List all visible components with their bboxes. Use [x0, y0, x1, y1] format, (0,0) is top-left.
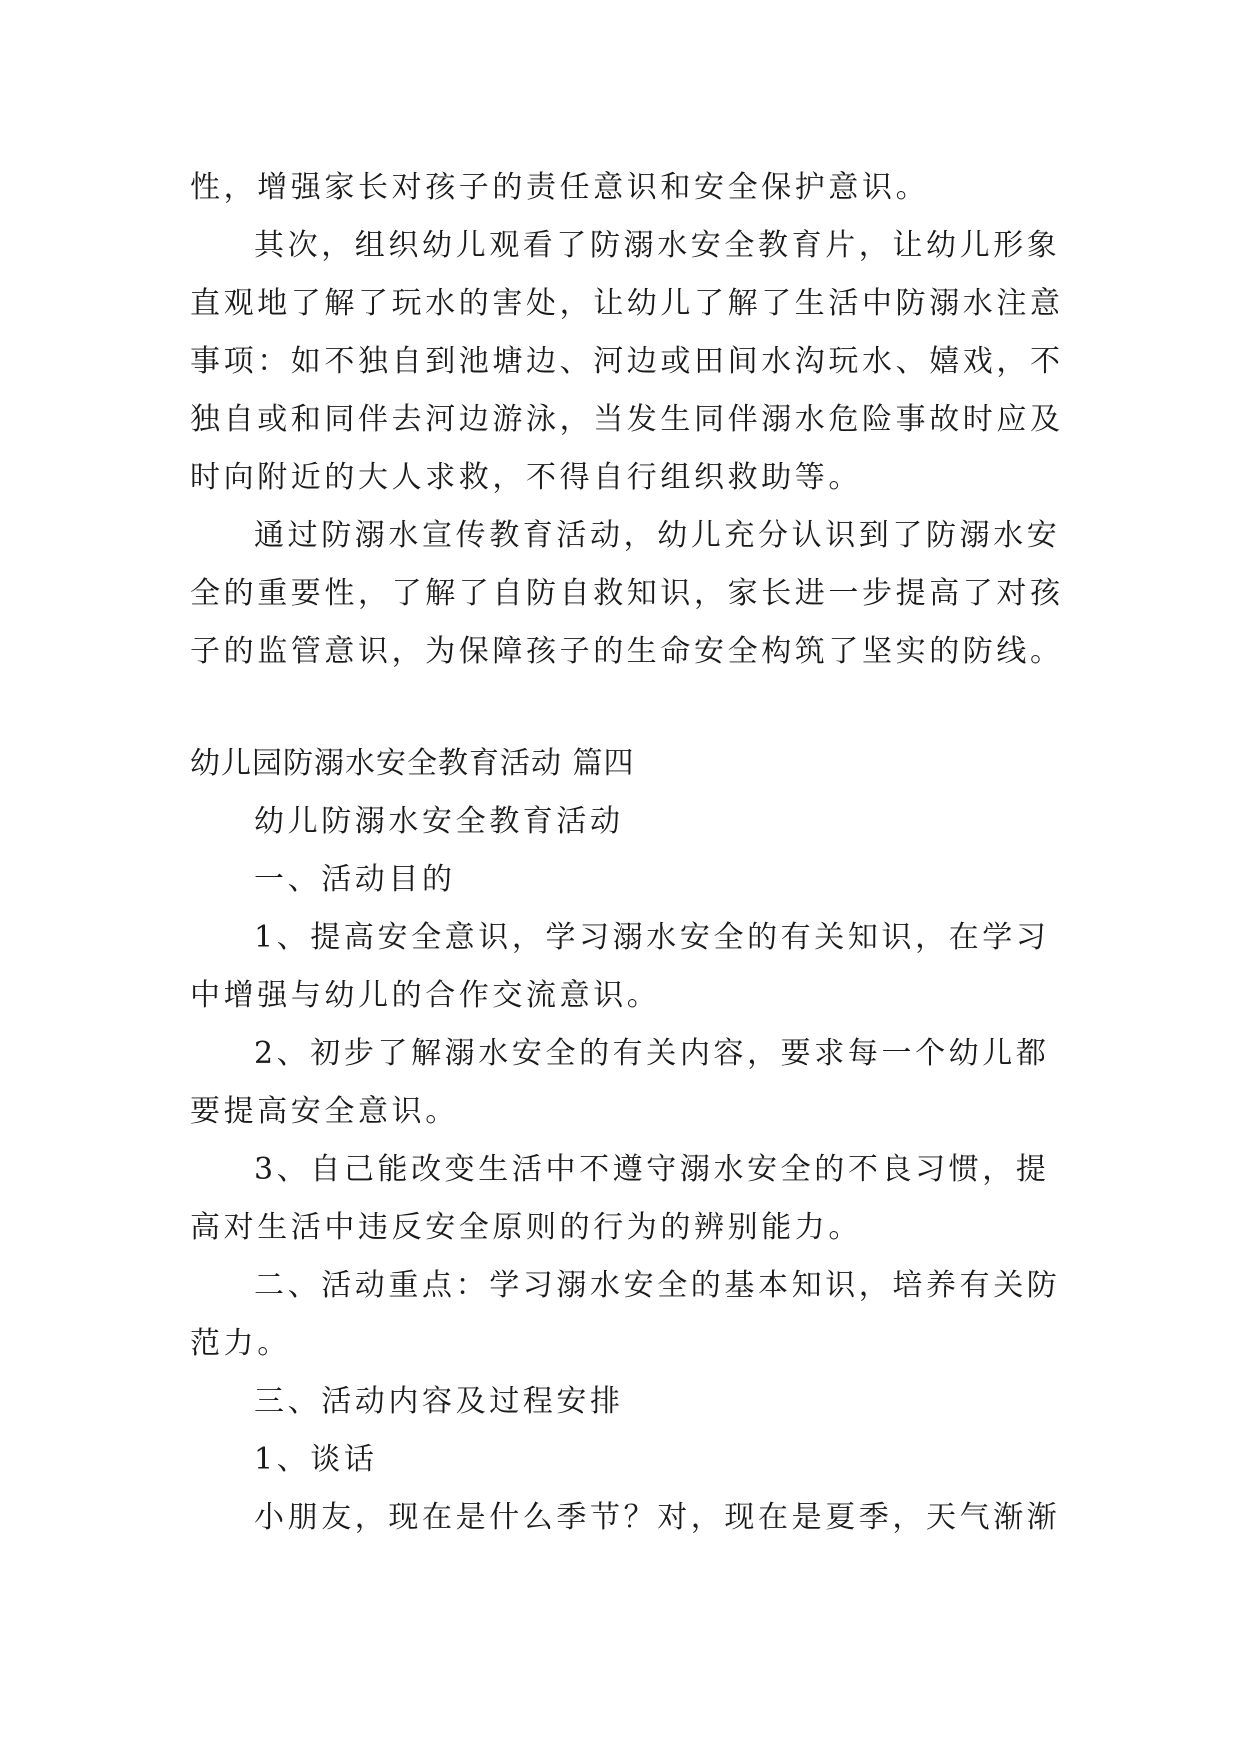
paragraph-line: 时向附近的大人求救，不得自行组织救助等。 — [190, 460, 862, 495]
paragraph-line: 小朋友，现在是什么季节？对，现在是夏季，天气渐渐 — [254, 1500, 1061, 1535]
list-item-line: 1、谈话 — [254, 1442, 378, 1477]
list-item-line: 3、自己能改变生活中不遵守溺水安全的不良习惯，提 — [254, 1152, 1050, 1187]
paragraph-line: 全的重要性，了解了自防自救知识，家长进一步提高了对孩 — [190, 576, 1064, 611]
paragraph-line: 其次，组织幼儿观看了防溺水安全教育片，让幼儿形象 — [254, 228, 1061, 263]
paragraph-line: 事项：如不独自到池塘边、河边或田间水沟玩水、嬉戏，不 — [190, 344, 1064, 379]
paragraph-line: 范力。 — [190, 1326, 291, 1361]
section-subheading: 二、活动重点：学习溺水安全的基本知识，培养有关防 — [254, 1268, 1061, 1303]
paragraph-line: 直观地了解了玩水的害处，让幼儿了解了生活中防溺水注意 — [190, 286, 1064, 321]
paragraph-line: 子的监管意识，为保障孩子的生命安全构筑了坚实的防线。 — [190, 634, 1064, 669]
paragraph-line: 独自或和同伴去河边游泳，当发生同伴溺水危险事故时应及 — [190, 402, 1064, 437]
paragraph-line: 通过防溺水宣传教育活动，幼儿充分认识到了防溺水安 — [254, 518, 1061, 553]
paragraph-line: 性，增强家长对孩子的责任意识和安全保护意识。 — [190, 170, 930, 205]
list-item-line: 2、初步了解溺水安全的有关内容，要求每一个幼儿都 — [254, 1036, 1050, 1071]
section-subheading: 三、活动内容及过程安排 — [254, 1384, 624, 1419]
section-subheading: 一、活动目的 — [254, 862, 456, 897]
section-heading: 幼儿园防溺水安全教育活动 篇四 — [190, 746, 635, 781]
list-item-line: 要提高安全意识。 — [190, 1094, 459, 1129]
list-item-line: 中增强与幼儿的合作交流意识。 — [190, 978, 661, 1013]
list-item-line: 1、提高安全意识，学习溺水安全的有关知识，在学习 — [254, 920, 1050, 955]
activity-title: 幼儿防溺水安全教育活动 — [254, 804, 624, 839]
list-item-line: 高对生活中违反安全原则的行为的辨别能力。 — [190, 1210, 862, 1245]
